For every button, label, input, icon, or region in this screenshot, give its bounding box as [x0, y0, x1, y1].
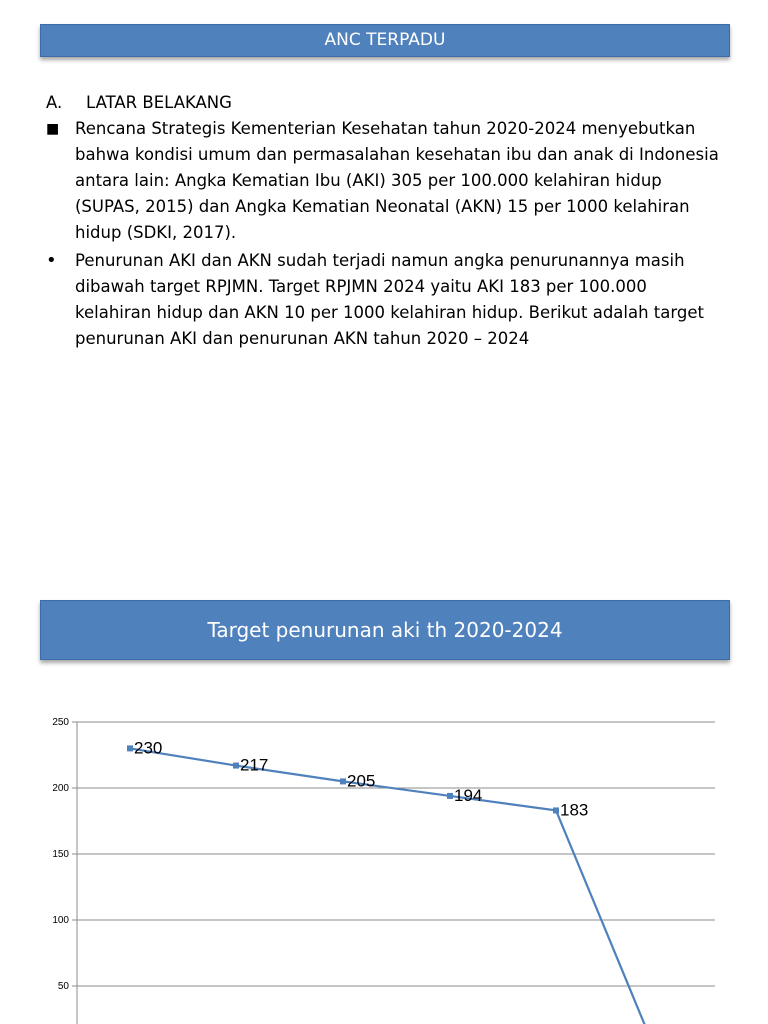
- list-item: [46, 116, 726, 246]
- section-title: LATAR BELAKANG: [86, 93, 232, 112]
- series-line: [130, 748, 656, 1024]
- header-title: ANC TERPADU: [324, 30, 446, 50]
- data-label: 183: [560, 800, 589, 820]
- list-item: [46, 248, 726, 352]
- data-label: 194: [454, 785, 483, 805]
- background-section: [46, 90, 726, 352]
- dot-bullet-icon: •: [46, 250, 57, 271]
- header-banner: [40, 24, 730, 57]
- data-label: 205: [347, 771, 376, 791]
- y-tick-label: 50: [57, 981, 69, 992]
- data-point: [340, 778, 346, 784]
- bullet-text: Rencana Strategis Kementerian Kesehatan tahun 2020-2024 menyebutkan bahwa kondisi umum dan permasalahan kesehatan ibu dan anak di Indonesia antara lain: Angka Kematian Ibu (AKI) 305 per 100.000 kelahiran hidup (SUPAS, 2015) dan Angka Kematian Neonatal (AKN) 15 per 1000 kelahiran hidup (SDKI, 2017).: [75, 119, 719, 242]
- data-point: [127, 745, 133, 751]
- line-chart: [0, 700, 768, 1024]
- chart-title: Target penurunan aki th 2020-2024: [207, 618, 563, 642]
- y-tick-label: 100: [52, 915, 69, 926]
- data-label: 230: [134, 738, 163, 758]
- chart-banner: [40, 600, 730, 660]
- section-heading: [46, 90, 726, 116]
- y-tick-label: 150: [52, 849, 69, 860]
- data-point: [233, 763, 239, 769]
- y-tick-label: 250: [52, 717, 69, 728]
- y-tick-label: 200: [52, 783, 69, 794]
- section-number: A.: [46, 93, 63, 112]
- data-point: [447, 793, 453, 799]
- bullet-text: Penurunan AKI dan AKN sudah terjadi namun angka penurunannya masih dibawah target RPJMN. Target RPJMN 2024 yaitu AKI 183 per 100.000 kelahiran hidup dan AKN 10 per 1000 kelahiran hidup. Berikut adalah target penurunan AKI dan penurunan AKN tahun 2020 – 2024: [75, 251, 704, 348]
- data-label: 217: [240, 755, 269, 775]
- data-point: [553, 807, 559, 813]
- square-bullet-icon: ■: [46, 121, 60, 137]
